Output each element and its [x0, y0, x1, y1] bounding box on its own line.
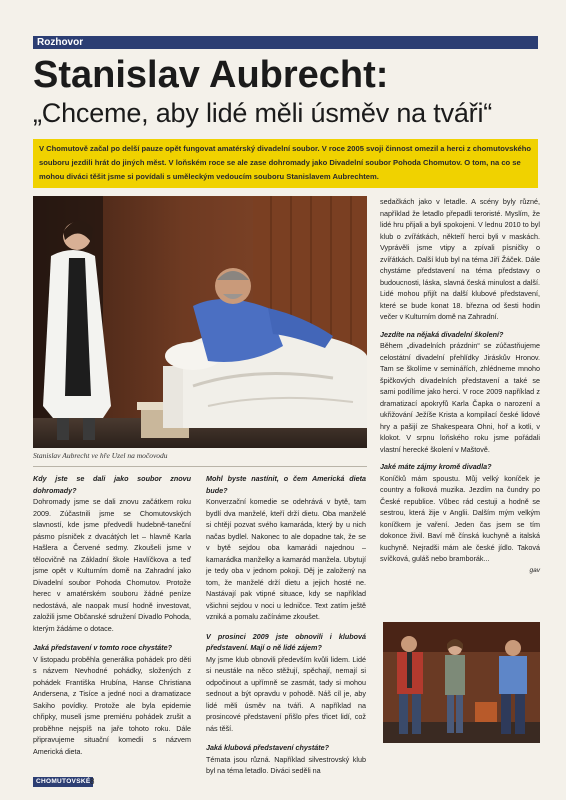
section-bar	[33, 36, 538, 49]
page-number: 8	[90, 777, 95, 786]
question: Mohl byste nastínit, o čem Americká dieta bude?	[206, 474, 366, 495]
question: Jaká představení v tomto roce chystáte?	[33, 643, 173, 652]
paragraph: My jsme klub obnovili především kvůli lidem. Lidé si neustále na něco stěžují, spěchají, nemají si odpočinout a upřímně se zasmát, tady si mohou sednout a být opravdu v pohodě. Náš cíl je, aby lidé měli úsměv na tváři. A například na prosincové představení přišlo přes třicet lidí, což nás těší.	[206, 654, 366, 733]
stage-photo	[33, 196, 367, 448]
column-1	[33, 473, 191, 757]
paragraph: Témata jsou různá. Například silvestrovský klub byl na téma letadlo. Diváci seděli na	[206, 754, 366, 775]
author-signature: gav	[529, 566, 540, 574]
paragraph: V listopadu proběhla generálka pohádek pro děti s názvem Nevhodné pohádky, složených z pohádek Františka Hrubína, Hanse Christiana Andersena, z Tisíce a jedné noci a dramatizace Sakiho povídky. Protože ale byla epidemie chřipky, museli jsme premiéru pohádek zrušit a proběhne nejspíš na jaře tohoto roku. Dále připravujeme situační komedii s názvem Americká dieta.	[33, 654, 191, 756]
paragraph: Dohromady jsme se dali znovu začátkem roku 2009. Zúčastnili jsme se Chomutovských slavností, kde jsme předvedli hudebně-taneční pásmo písniček z dvacátých let – hlavně Karla Hašlera a Červené sedmy. Zkoušeli jsme v tělocvičně na Základní škole Havlíčkova a teď jsme opět v Kulturním domě na Zahradní jako Divadelní soubor Pohoda Chomutov. Protože herec v amatérském souboru žádné peníze nedostává, ale naopak musí hodně investovat, založili jsme Občanské sdružení Divadlo Pohoda, kterým žádáme o dotace.	[33, 497, 191, 633]
question: Jaké máte zájmy kromě divadla?	[380, 462, 492, 471]
question: Jaká klubová představení chystáte?	[206, 743, 330, 752]
stage-photo-image	[33, 196, 367, 448]
article-subtitle: „Chceme, aby lidé měli úsměv na tváři“	[33, 98, 493, 128]
group-photo	[383, 622, 540, 743]
question: V prosinci 2009 jste obnovili i klubová představení. Mají o ně lidé zájem?	[206, 631, 366, 652]
paragraph: sedačkách jako v letadle. A scény byly různé, například že letadlo přepadli teroristé. Myslím, že lidé hru přijali a byli spokojeni. V lednu 2010 to byl klub o zvířátkách, někteří herci byli v maskách. Vyprávěli jsme vtipy a zpívali písničky o zvířátkách. Další klub byl na téma Jiří Žáček. Dále chystáme představení na téma představy o budoucnosti, láska, slavná česká minulost a další. Lidé mohou přijít na další klubové představení, které se bude konat 18. března od šesti hodin večer v Kulturním domě na Zahradní.	[380, 197, 540, 321]
paragraph: Koníčků mám spoustu. Můj velký koníček je country a folková muzika. Jezdím na čundry po České republice. Vůbec rád cestuji a hodně se sestrou, která žije v Anglii. Dalším mým velkým koníčkem je vaření. Jeden čas jsem se tím dokonce živil. Baví mě čínská kuchyně a italská kuchyně. Nejradši mám ale české jídlo. Taková svíčková, guláš nebo bramborák...	[380, 473, 540, 563]
paragraph: Během „divadelních prázdnin“ se zúčastňujeme celostátní divadelní přehlídky Jiráskův Hronov. Tam se školíme v seminářích, zhlédneme mnoho špičkových divadelních představení a také se sami podílíme jako herci. V roce 2009 například z dramatizací apokryfů Karla Čapka o narození a ukřižování Ježíše Krista a kompilací české lidové hry a pašijí ze Shakespeara Ohni, hoř a kotli, v klokot. V srpnu loňského roku jsme pořádali vlastní herecké školení v Maštově.	[380, 341, 540, 454]
paragraph: Konverzační komedie se odehrává v bytě, tam bydlí dva manželé, kteří drží dietu. Oba manželé si chtějí pozvat svého kamaráda, který by u nich načas bydlel. Nakonec to ale dopadne tak, že se v bytě sejdou oba kamarádi najednou – kamarádka manželky a kamarád manžela. Ubytují je tedy oba v jednom pokoji. Děj je založený na tom, že manželé drží dietu a jejich hosté ne. Nastávají pak vtipné situace, kdy se například všichni sejdou v noci u ledničce. Text zatím ještě vzniká a pomalu začínáme zkoušet.	[206, 497, 366, 621]
column-2	[206, 473, 366, 777]
column-3	[380, 196, 540, 576]
lead-box	[33, 139, 538, 188]
group-photo-image	[383, 622, 540, 743]
question: Kdy jste se dali jako soubor znovu dohromady?	[33, 474, 191, 495]
section-label: Rozhovor	[37, 37, 84, 48]
article-title: Stanislav Aubrecht:	[33, 54, 389, 96]
caption-divider	[33, 466, 367, 467]
question: Jezdíte na nějaká divadelní školení?	[380, 329, 504, 339]
photo-caption: Stanislav Aubrecht ve hře Uzel na močovodu	[33, 451, 168, 460]
footer-brand: CHOMUTOVSKÉ	[33, 777, 93, 787]
lead-text: V Chomutově začal po delší pauze opět fungovat amatérský divadelní soubor. V roce 2005 svoji činnost omezil a herci z chomutovského souboru jezdili hrát do jiných měst. V loňském roce se ale zase dohromady jako Divadelní soubor Pohoda Chomutov. O tom, na co se mohou diváci těšit jsme si povídali s uměleckým vedoucím souboru Stanislavem Aubrechtem.	[39, 144, 532, 181]
